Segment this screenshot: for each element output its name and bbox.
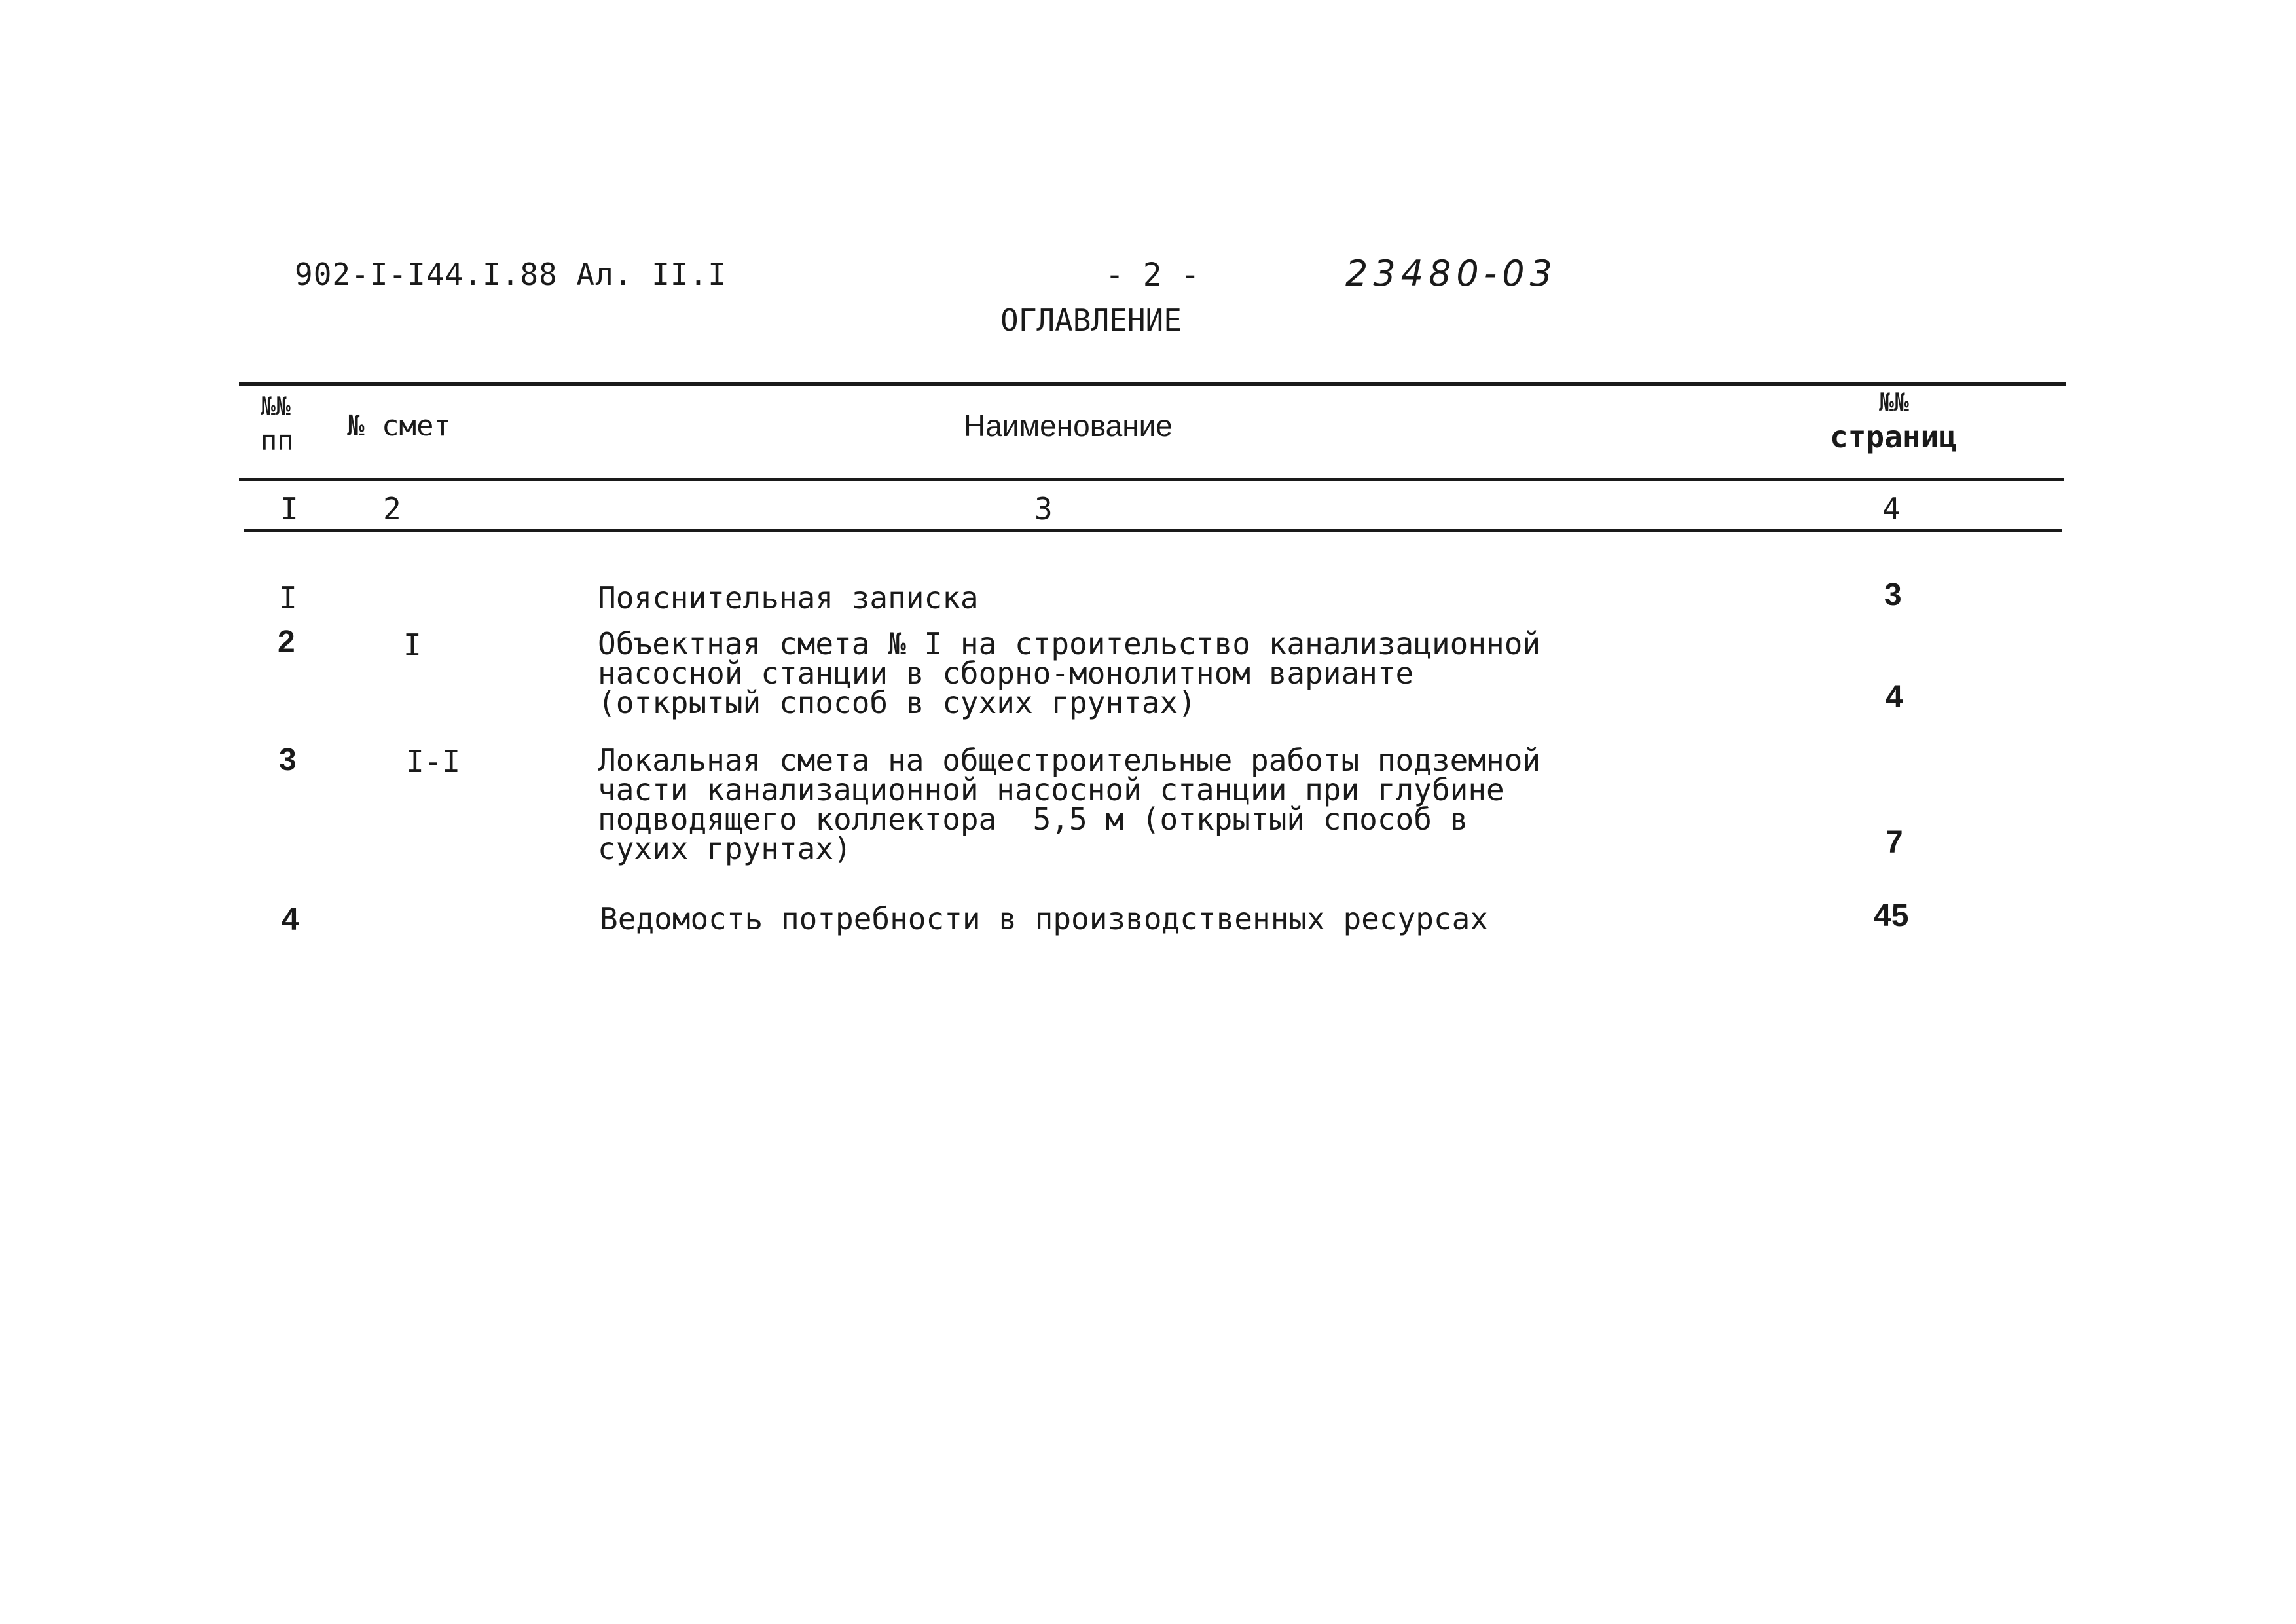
header-pages: страниц [1830, 419, 1957, 454]
header-pp: пп [261, 424, 294, 456]
row-name-line: Ведомость потребности в производственных ресурсах [600, 901, 1489, 936]
header-smeta: № смет [347, 409, 451, 443]
page-title: ОГЛАВЛЕНИЕ [1000, 303, 1182, 338]
document-code: 902-I-I44.I.88 Ал. II.I [295, 257, 727, 292]
table-header-rule [239, 478, 2064, 481]
row-name-line: Пояснительная записка [598, 580, 979, 616]
table-top-rule [239, 382, 2066, 386]
column-number: I [280, 491, 299, 526]
column-number: 3 [1034, 491, 1053, 526]
inventory-stamp: 23480-03 [1345, 253, 1558, 294]
row-name-line: (открытый способ в сухих грунтах) [598, 685, 1196, 720]
column-number: 2 [383, 491, 401, 526]
row-name-line: части канализационной насосной станции при глубине [598, 772, 1504, 807]
page-number: - 2 - [1105, 257, 1200, 293]
row-pp: 4 [282, 902, 299, 937]
row-pp: 3 [279, 743, 297, 777]
row-name-line: Объектная смета № I на строительство канализационной [598, 626, 1541, 661]
row-page: 7 [1886, 825, 1903, 860]
row-name-line: подводящего коллектора 5,5 м (открытый способ в [598, 802, 1468, 837]
header-pp-mark: №№ [261, 392, 291, 420]
header-name: Наименование [964, 409, 1173, 443]
row-smeta: I [403, 627, 422, 663]
row-name-line: насосной станции в сборно-монолитном варианте [598, 655, 1414, 691]
table-colnum-rule [244, 529, 2062, 532]
row-page: 45 [1874, 898, 1909, 933]
row-name-line: Локальная смета на общестроительные работы подземной [598, 743, 1541, 778]
header-pages-mark: №№ [1879, 388, 1909, 416]
row-pp: 2 [278, 625, 295, 659]
row-page: 4 [1886, 680, 1903, 714]
row-pp: I [279, 580, 297, 616]
column-number: 4 [1882, 491, 1901, 526]
row-page: 3 [1884, 578, 1902, 612]
row-smeta: I-I [406, 744, 461, 779]
row-name-line: сухих грунтах) [598, 831, 852, 866]
